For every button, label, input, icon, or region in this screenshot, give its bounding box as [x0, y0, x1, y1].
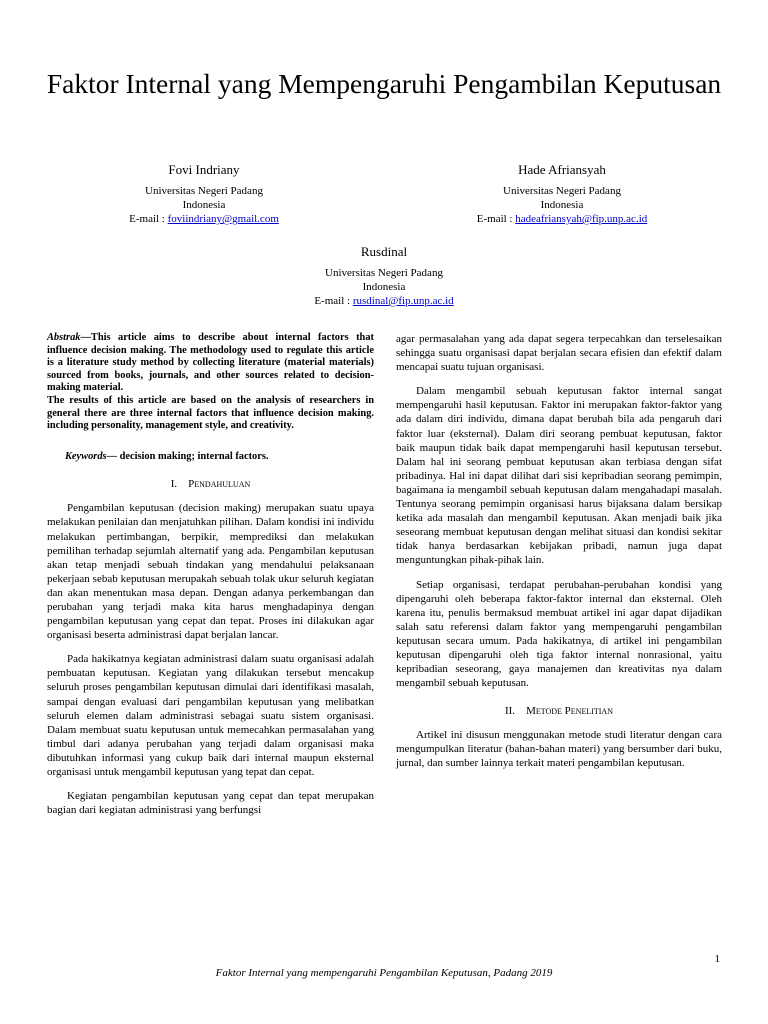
section-number: I. — [170, 478, 178, 491]
keywords-label: Keywords — [65, 450, 107, 462]
paper-title: Faktor Internal yang Mempengaruhi Pengambilan Keputusan — [46, 68, 722, 99]
author-name: Rusdinal — [360, 244, 408, 259]
author-country: Indonesia — [182, 199, 226, 211]
abstract-separator: — — [80, 332, 91, 343]
abstract — [47, 332, 374, 395]
author-affiliation: Universitas Negeri Padang — [145, 185, 263, 197]
left-column — [47, 332, 374, 817]
email-prefix: E-mail : — [314, 295, 353, 307]
author-name: Fovi Indriany — [168, 162, 240, 177]
author-email-link[interactable]: hadeafriansyah@fip.unp.ac.id — [515, 213, 648, 225]
author-affiliation: Universitas Negeri Padang — [325, 267, 443, 279]
section-number: II. — [504, 705, 516, 718]
body-paragraph: agar permasalahan yang ada dapat segera terpecahkan dan terselesaikan sehingga suatu organisasi dapat berjalan secara efisien dan efektif dalam mencapai suatu tujuan organisasi. — [396, 333, 722, 374]
body-paragraph: Pengambilan keputusan (decision making) merupakan suatu upaya melakukan penilaian dan menjatuhkan pilihan. Dalam kondisi ini individu melakukan pertimbangan, berpikir, memprediksi dan melakukan pemilihan terhadap sejumlah alternatif yang ada. Pengambilan keputusan akan tetap menjadi sebuah tindakan yang mendahului pelaksanaan pekerjaan sebab keputusan merupakah sebuah tolak ukur seluruh kegiatan dan akan menentukan masa depan. Dengan adanya perkembangan dan perubahan yang terjadi maka kita harus menghadapinya dengan pengambilan keputusan yang cepat dan tepat. Proses ini dilakukan agar organisasi beserta administrasi dapat berjalan lancar. — [47, 502, 374, 642]
section-heading-intro — [47, 477, 374, 491]
author-email-link[interactable]: rusdinal@fip.unp.ac.id — [352, 295, 454, 307]
abstract-text: This article aims to describe about internal factors that influence decision making. The methodology used to regulate this article is a literature study method by collecting literature (material materials) sourced from books, journals, and other sources related to decision-making material. — [47, 332, 374, 394]
body-paragraph: Kegiatan pengambilan keputusan yang cepat dan tepat merupakan bagian dari kegiatan administrasi yang berfungsi — [47, 790, 374, 817]
email-prefix: E-mail : — [476, 213, 516, 225]
email-prefix: E-mail : — [129, 213, 168, 225]
author-email-line — [108, 212, 300, 226]
author-name: Hade Afriansyah — [518, 162, 606, 177]
author-block — [466, 162, 658, 226]
keywords-text: decision making; internal factors. — [119, 450, 269, 462]
right-column — [396, 332, 722, 771]
page-number: 1 — [714, 953, 720, 965]
author-email-link[interactable]: foviindriany@gmail.com — [167, 213, 279, 225]
section-heading-method — [396, 704, 722, 718]
page-footer: Faktor Internal yang mempengaruhi Pengambilan Keputusan, Padang 2019 — [215, 967, 553, 979]
body-paragraph: Pada hakikatnya kegiatan administrasi dalam suatu organisasi adalah pembuatan keputusan. Kegiatan yang dilakukan tersebut mencakup seluruh proses pengambilan keputusan dimulai dari identifikasi masalah, sampai dengan evaluasi dari pengambilan keputusan yang melibatkan seluruh elemen dalam administrasi sebagai suatu sistem organisasi. Dalam membuat suatu keputusan untuk memecahkan permasalahan yang timbul dari adanya perubahan yang terjadi dalam organisasi maka dibutuhkan informasi yang cukup baik dari internal maupun eksternal organisasi untuk mengambil keputusan yang tepat dan cepat. — [47, 653, 374, 779]
body-paragraph: Artikel ini disusun menggunakan metode studi literatur dengan cara mengumpulkan literatur (bahan-bahan materi) yang bersumber dari buku, jurnal, dan sumber lainnya terkait materi pengambilan keputusan. — [396, 729, 722, 770]
section-title: Pendahuluan — [188, 478, 251, 491]
author-country: Indonesia — [362, 281, 406, 293]
keywords — [47, 451, 374, 464]
abstract-label: Abstrak — [47, 332, 81, 343]
body-paragraph: Dalam mengambil sebuah keputusan faktor internal sangat mempengaruhi hasil keputusan. Faktor ini merupakan faktor-faktor yang ada dalam diri individu, dimana dapat berubah bila ada pengaruh dari faktor luar (eksternal). Dalam diri seorang pembuat keputusan, faktor baik maupun tidak baik dapat mempengaruhi hasil keputusan tersebut. Dalam hal ini seorang pembuat keputusan akan terbiasa dengan sifat pribadinya. Hal ini dapat dilihat dari sisi kepribadian seorang pemimpin, bagaimana ia mengambil sebuah keputusan dalam mengahadapi masalah. Tentunya seorang pemimpin organisasi harus bijaksana dalam bersikap ketika ada masalah dan mengambil keputusan. Akan menjadi baik jika seseorang membuat keputusan dengan melihat situasi dan kondisi sekitar tidak hanya berdasarkan kebijakan pribadi, namun juga dapat menguntungkan pihak-pihak lain. — [396, 385, 722, 567]
author-email-line — [466, 212, 658, 226]
keywords-separator: — — [106, 450, 120, 462]
abstract-results: The results of this article are based on the analysis of researchers in general there are three internal factors that influence decision making. including personality, management style, and creativity. — [47, 394, 374, 432]
section-title: Metode Penelitian — [526, 705, 613, 718]
author-block — [108, 162, 300, 226]
author-country: Indonesia — [540, 199, 584, 211]
author-block — [280, 244, 488, 308]
author-affiliation: Universitas Negeri Padang — [503, 185, 621, 197]
author-email-line — [280, 294, 488, 308]
body-paragraph: Setiap organisasi, terdapat perubahan-perubahan kondisi yang dipengaruhi oleh beberapa faktor-faktor internal dan eksternal. Oleh karena itu, penulis bermaksud membuat artikel ini agar dapat dijadikan salah satu referensi dalam faktor yang mempengaruhi pengambilan keputusan secara umum. Pada hakikatnya, di artikel ini pengambilan keputusan dipengaruhi oleh tiga faktor internal nonrasional, yaitu kepribadian seseorang, gaya manajemen dan kreativitas nya dalam mengambil sebuah keputusan. — [396, 578, 722, 690]
